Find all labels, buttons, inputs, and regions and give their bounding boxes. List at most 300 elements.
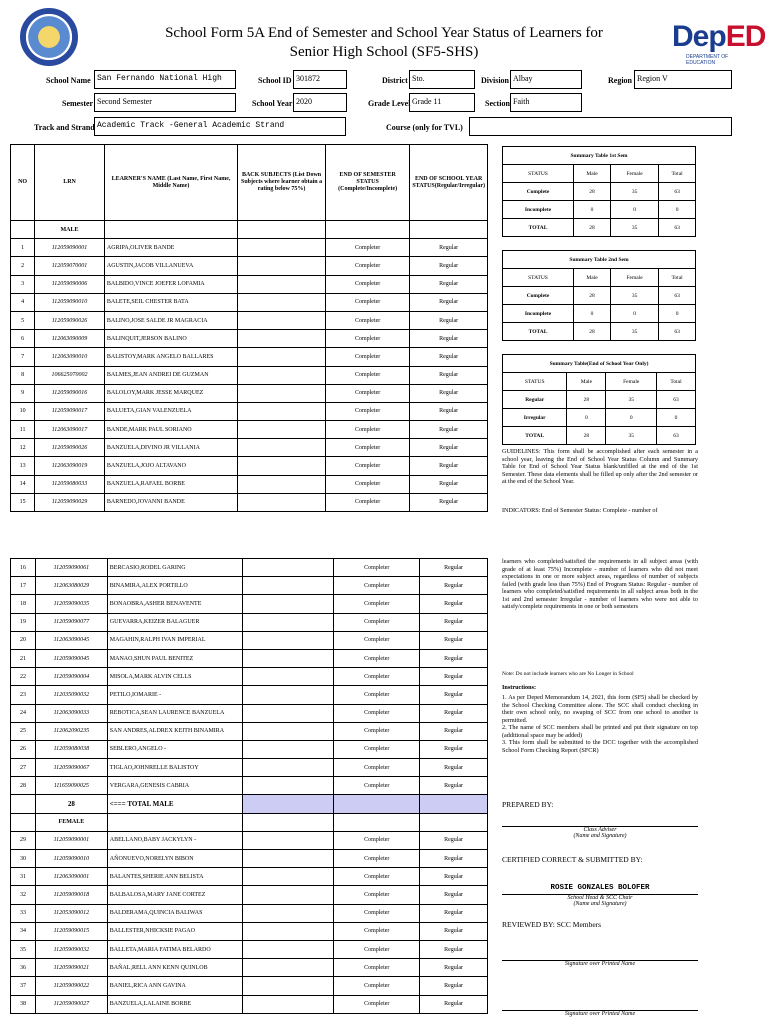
summary-status-cell: TOTAL [503,427,567,445]
col-back-header: BACK SUBJECTS (List Down Subjects where learner obtain a rating below 75%) [238,145,326,221]
school-year-status-cell: Regular [410,330,488,348]
table-row [11,595,488,613]
semester-status-cell: Completer [334,995,420,1013]
semester-status-cell: Completer [325,457,409,475]
semester-status-cell: Completer [334,631,420,649]
summary-status-cell: TOTAL [503,219,574,237]
summary-row [503,323,696,341]
summary-status-cell: Irregular [503,409,567,427]
semester-status-cell: Completer [325,402,409,420]
back-subjects-cell [238,366,326,384]
summary-status-cell: Incomplete [503,305,574,323]
semester-status-cell: Completer [334,904,420,922]
school-head-name: ROSIE GONZALES BOLOFER [550,884,650,892]
lrn-cell: 112059070001 [35,257,105,275]
table-row [11,293,488,311]
school-year-status-cell: Regular [420,704,488,722]
table-row [11,366,488,384]
row-number: 1 [11,239,35,257]
school-year-status-cell: Regular [420,613,488,631]
back-subjects-cell [242,686,334,704]
school-year-status-cell: Regular [420,886,488,904]
lrn-cell: 112059090010 [35,850,107,868]
lrn-cell: 112059090001 [35,239,105,257]
summary-value-cell: 0 [659,201,696,219]
row-number: 3 [11,275,35,293]
summary-row [503,287,696,305]
summary-value-cell: 35 [606,391,657,409]
lrn-cell: 112063090019 [35,457,105,475]
school-year-status-cell: Regular [420,649,488,667]
summary-col-header: Total [659,165,696,183]
school-year-status-cell: Regular [410,348,488,366]
back-subjects-cell [242,977,334,995]
learner-name-cell: BONAOBRA,ASHER BENAVENTE [107,595,242,613]
row-number: 35 [11,940,36,958]
lrn-cell: 112059090027 [35,995,107,1013]
learner-name-cell: SAN ANDRES,ALDREX KEITH BINAMIRA [107,722,242,740]
back-subjects-cell [238,275,326,293]
row-number: 18 [11,595,36,613]
learner-name-cell: BALLESTER,NHICKSIE PAGAO [107,922,242,940]
back-subjects-cell [242,850,334,868]
learner-name-cell: BINAMIRA,ALEX PORTILLO [107,577,242,595]
col-no-header: NO [11,145,35,221]
summary-col-header: Female [611,269,659,287]
summary-col-header: Female [611,165,659,183]
learner-name-cell: BALDERAMA,QUINCIA BALIWAS [107,904,242,922]
school-year-status-cell: Regular [420,959,488,977]
summary-value-cell: 63 [659,323,696,341]
lrn-cell: 112059090035 [35,595,107,613]
learner-table-top [10,144,488,512]
semester-field[interactable]: Second Semester [94,93,236,112]
back-subjects-cell [242,995,334,1013]
back-subjects-cell [238,239,326,257]
table-row [11,457,488,475]
school-year-status-cell: Regular [420,940,488,958]
back-subjects-cell [242,595,334,613]
row-number: 10 [11,402,35,420]
school-year-status-cell: Regular [420,577,488,595]
semester-status-cell: Completer [334,868,420,886]
semester-status-cell: Completer [325,384,409,402]
course-field[interactable] [469,117,732,136]
row-number: 26 [11,740,36,758]
summary-value-cell: 63 [657,427,696,445]
summary-row [503,219,696,237]
table-row [11,421,488,439]
region-field[interactable]: Region V [634,70,732,89]
semester-status-cell: Completer [325,257,409,275]
summary-col-header: STATUS [503,165,574,183]
semester-status-cell: Completer [334,959,420,977]
row-number: 38 [11,995,36,1013]
table-row [11,922,488,940]
learner-name-cell: BANZUELA,DIVINO JR VILLANIA [104,439,237,457]
row-number: 32 [11,886,36,904]
indicators-heading-cut: INDICATORS: End of Semester Status: Complete - number of [502,507,658,514]
lrn-cell: 112059090067 [35,759,107,777]
lrn-cell: 112059090018 [35,886,107,904]
back-subjects-cell [238,384,326,402]
semester-status-cell: Completer [325,475,409,493]
school-id-field[interactable]: 301872 [293,70,347,89]
row-number: 9 [11,384,35,402]
division-field[interactable]: Albay [510,70,582,89]
male-label: MALE [35,221,105,239]
school-year-status-cell: Regular [420,759,488,777]
semester-status-cell: Completer [334,613,420,631]
table-row [11,868,488,886]
row-number: 21 [11,649,36,667]
school-year-status-cell: Regular [410,293,488,311]
back-subjects-cell [242,649,334,667]
semester-status-cell: Completer [325,421,409,439]
summary-value-cell: 28 [567,391,606,409]
summary-row [503,183,696,201]
back-subjects-cell [242,613,334,631]
lrn-cell: 112059090077 [35,613,107,631]
section-label: Section [485,99,510,108]
summary-row [503,305,696,323]
table-row [11,613,488,631]
summary-col-header: STATUS [503,269,574,287]
table-row [11,977,488,995]
row-number: 6 [11,330,35,348]
row-number: 37 [11,977,36,995]
table-row [11,384,488,402]
learner-name-cell: BANZUELA,JOJO ALTAVANO [104,457,237,475]
summary-value-cell: 35 [606,427,657,445]
table-row [11,257,488,275]
region-label: Region [608,76,632,85]
summary-col-header: Male [574,165,611,183]
school-name-label: School Name [46,76,91,85]
summary-value-cell: 35 [611,219,659,237]
school-head-caption: School Head & SCC Chair (Name and Signature) [567,895,633,907]
learner-name-cell: AÑONUEVO,NORELYN BIBON [107,850,242,868]
summary-row [503,427,696,445]
track-label: Track and Strand [34,123,95,132]
summary-value-cell: 63 [657,391,696,409]
learner-name-cell: BAÑAL,RELL ANN KENN QUINLOB [107,959,242,977]
table-row [11,239,488,257]
scc-caption-2: Signature over Printed Name [564,1011,636,1017]
reviewed-by-label: REVIEWED BY: SCC Members [502,920,602,929]
table-row [11,850,488,868]
track-field[interactable]: Academic Track -General Academic Strand [94,117,346,136]
summary-status-cell: Incomplete [503,201,574,219]
back-subjects-cell [242,831,334,849]
semester-status-cell: Completer [325,239,409,257]
learner-name-cell: MISOLA,MARK ALVIN CELLS [107,668,242,686]
semester-status-cell: Completer [325,275,409,293]
row-number: 2 [11,257,35,275]
school-year-status-cell: Regular [410,275,488,293]
lrn-cell: 111659090025 [35,777,107,795]
table-row [11,311,488,329]
summary-col-header: STATUS [503,373,567,391]
learner-name-cell: BALINQUIT,JERSON BALINO [104,330,237,348]
back-subjects-cell [242,740,334,758]
page-break [0,516,768,556]
semester-label: Semester [62,99,94,108]
row-number: 36 [11,959,36,977]
semester-status-cell: Completer [334,940,420,958]
learner-name-cell: BARNEDO,JOVANNI BANDE [104,493,237,511]
summary-value-cell: 35 [611,183,659,201]
lrn-cell: 112059090010 [35,293,105,311]
back-subjects-cell [242,631,334,649]
semester-status-cell: Completer [325,493,409,511]
school-year-status-cell: Regular [410,366,488,384]
lrn-cell: 112059080038 [35,740,107,758]
lrn-cell: 112059090026 [35,439,105,457]
summary-value-cell: 0 [574,305,611,323]
table-row [11,475,488,493]
table-row [11,275,488,293]
learner-name-cell: BANZUELA,RAFAEL BORBE [104,475,237,493]
school-year-status-cell: Regular [410,457,488,475]
back-subjects-cell [238,330,326,348]
learner-name-cell: AGRIPA,OLIVER BANDE [104,239,237,257]
back-subjects-cell [242,940,334,958]
lrn-cell: 112059090017 [35,402,105,420]
school-year-status-cell: Regular [420,631,488,649]
row-number: 7 [11,348,35,366]
learner-name-cell: BALINO,JOSE SALDE JR MAGRACIA [104,311,237,329]
school-year-status-cell: Regular [410,493,488,511]
row-number: 12 [11,439,35,457]
semester-status-cell: Completer [334,686,420,704]
instructions-text: 1. As per Deped Memorandum 14, 2021, this form (SF5) shall be checked by the School Checking Committee alone. The SCC shall conduct checking in their own school only, no swaping of SCC from one school to another is permitted. 2. The name of SCC members shall be printed and put their signature on top (additional space may be added) 3. This form shall be submitted to the DCC together with the accomplished School Form Checking Report (SFCR) [502,694,698,754]
summary-value-cell: 0 [611,305,659,323]
learner-table-bottom [10,558,488,1014]
lrn-cell: 112059090045 [35,649,107,667]
row-number: 24 [11,704,36,722]
district-label: District [382,76,408,85]
col-sem-status-header: END OF SEMESTER STATUS (Complete/Incomplete) [325,145,409,221]
female-label: FEMALE [35,813,107,831]
summary-status-cell: Complete [503,183,574,201]
summary-value-cell: 0 [657,409,696,427]
learner-name-cell: BALISTOY,MARK ANGELO BALLARES [104,348,237,366]
school-year-status-cell: Regular [410,311,488,329]
back-subjects-cell [238,311,326,329]
learner-name-cell: BALBALOSA,MARY JANE CORTEZ [107,886,242,904]
learner-name-cell: BALANTES,SHERIE ANN BELISTA [107,868,242,886]
lrn-cell: 112063090045 [35,631,107,649]
table-row [11,402,488,420]
school-year-status-cell: Regular [410,439,488,457]
learner-name-cell: BALLETA,MARIA FATIMA BELARDO [107,940,242,958]
row-number: 16 [11,559,36,577]
table-row [11,493,488,511]
summary-title: Summary Table 1st Sem [503,147,696,165]
semester-status-cell: Completer [325,311,409,329]
back-subjects-cell [238,439,326,457]
lrn-cell: 112063080029 [35,577,107,595]
back-subjects-cell [238,402,326,420]
grade-level-field[interactable]: Grade 11 [409,93,475,112]
district-field[interactable]: Sto. [409,70,475,89]
summary-value-cell: 0 [611,201,659,219]
indicators-text: learners who completed/satisfied the requirements in all subject areas (with grade of at least 75%) Incomplete - number of learners who did not meet expectations in one or more subject areas, regardless of number of subjects failed (with grade less than 75%) End of Program Status: Regular - number of learners who completed/satisfied requirements in all subject areas both in the 1st and 2nd semester Irregular - number of learners who were not able to satisfy/complete requirements in one or both semesters [502,558,698,610]
summary-col-header: Total [659,269,696,287]
school-year-status-cell: Regular [420,559,488,577]
lrn-cell: 112059090015 [35,922,107,940]
row-number: 4 [11,293,35,311]
learner-name-cell: PETILO,IOMARIE - [107,686,242,704]
learner-name-cell: TIGLAO,JOHNRELLE BALISTOY [107,759,242,777]
summary-row [503,409,696,427]
school-year-status-cell: Regular [420,904,488,922]
summary-value-cell: 0 [567,409,606,427]
summary-value-cell: 35 [611,287,659,305]
summary-status-cell: Complete [503,287,574,305]
class-adviser-caption: Class Adviser (Name and Signature) [573,827,627,839]
summary-col-header: Female [606,373,657,391]
semester-status-cell: Completer [334,977,420,995]
lrn-cell: 112059090006 [35,275,105,293]
table-row [11,631,488,649]
school-year-status-cell: Regular [420,922,488,940]
summary-table-end-sy [502,354,696,445]
learner-name-cell: VERGARA,GENESIS CABRIA [107,777,242,795]
prepared-by-label: PREPARED BY: [502,800,554,809]
lrn-cell: 112063090001 [35,868,107,886]
summary-col-header: Total [657,373,696,391]
total-male-count: 28 [35,795,107,813]
summary-value-cell: 63 [659,287,696,305]
summary-value-cell: 63 [659,183,696,201]
table-row [11,330,488,348]
learner-name-cell: AGUSTIN,JACOB VILLANUEVA [104,257,237,275]
back-subjects-cell [242,722,334,740]
table-row [11,904,488,922]
division-label: Division [481,76,510,85]
total-male-label: <=== TOTAL MALE [107,795,242,813]
summary-table-1st-sem [502,146,696,237]
female-section-row [11,813,488,831]
semester-status-cell: Completer [325,330,409,348]
col-name-header: LEARNER'S NAME (Last Name, First Name, Middle Name) [104,145,237,221]
row-number: 13 [11,457,35,475]
learner-name-cell: BANIEL,RICA ANN GAVINA [107,977,242,995]
summary-row [503,391,696,409]
table-row [11,777,488,795]
male-section-row [11,221,488,239]
learner-name-cell: BERCASIO,RODEL GARING [107,559,242,577]
row-number: 30 [11,850,36,868]
summary-value-cell: 0 [574,201,611,219]
school-year-status-cell: Regular [410,402,488,420]
lrn-cell: 112063090017 [35,421,105,439]
section-field[interactable]: Faith [510,93,582,112]
row-number: 8 [11,366,35,384]
lrn-cell: 112063090033 [35,704,107,722]
school-year-status-cell: Regular [420,595,488,613]
row-number: 34 [11,922,36,940]
table-row [11,886,488,904]
lrn-cell: 112053090012 [35,904,107,922]
learner-name-cell: REBOTICA,SEAN LAURENCE BANZUELA [107,704,242,722]
learner-name-cell: GUEVARRA,KEIZER BALAGUER [107,613,242,631]
learner-name-cell: ABELLANO,BABY JACKYLYN - [107,831,242,849]
learner-name-cell: MAGAHIN,RALPH IVAN IMPERIAL [107,631,242,649]
semester-status-cell: Completer [334,722,420,740]
table-row [11,649,488,667]
school-name-field[interactable]: San Fernando National High [94,70,236,89]
lrn-cell: 112059090001 [35,831,107,849]
instructions-title: Instructions: [502,684,537,691]
school-year-status-cell: Regular [420,850,488,868]
col-sy-status-header: END OF SCHOOL YEAR STATUS(Regular/Irregular) [410,145,488,221]
table-row [11,831,488,849]
table-row [11,686,488,704]
back-subjects-cell [242,904,334,922]
table-row [11,668,488,686]
learner-name-cell: BALBIDO,VINCE JOEFER LOFAMIA [104,275,237,293]
semester-status-cell: Completer [334,922,420,940]
semester-status-cell: Completer [334,831,420,849]
table-row [11,577,488,595]
learner-name-cell: BANZUELA,LALAINE BORBE [107,995,242,1013]
semester-status-cell: Completer [334,886,420,904]
semester-status-cell: Completer [325,293,409,311]
certified-label: CERTIFIED CORRECT & SUBMITTED BY: [502,855,643,864]
row-number: 31 [11,868,36,886]
row-number: 29 [11,831,36,849]
semester-status-cell: Completer [334,595,420,613]
row-number: 33 [11,904,36,922]
school-year-status-cell: Regular [420,740,488,758]
summary-value-cell: 0 [659,305,696,323]
back-subjects-cell [242,868,334,886]
school-year-status-cell: Regular [410,257,488,275]
back-subjects-cell [238,475,326,493]
school-year-status-cell: Regular [420,995,488,1013]
learner-name-cell: BALETE,SEIL CHESTER BATA [104,293,237,311]
semester-status-cell: Completer [334,777,420,795]
summary-value-cell: 28 [574,287,611,305]
lrn-cell: 112059090032 [35,940,107,958]
row-number: 19 [11,613,36,631]
semester-status-cell: Completer [334,577,420,595]
semester-status-cell: Completer [325,348,409,366]
total-male-row [11,795,488,813]
page-title: School Form 5A End of Semester and School Year Status of Learners for Senior High School (SF5-SHS) [165,25,603,60]
row-number: 27 [11,759,36,777]
school-year-status-cell: Regular [420,722,488,740]
summary-title: Summary Table 2nd Sem [503,251,696,269]
learner-name-cell: BALOLOY,MARK JESSE MARQUEZ [104,384,237,402]
summary-value-cell: 28 [567,427,606,445]
row-number: 14 [11,475,35,493]
school-year-status-cell: Regular [410,475,488,493]
lrn-cell: 112059090029 [35,493,105,511]
school-year-status-cell: Regular [420,777,488,795]
table-row [11,959,488,977]
table-row [11,439,488,457]
semester-status-cell: Completer [334,704,420,722]
row-number: 22 [11,668,36,686]
note-text: Note: Do not include learners who are No Longer in School [502,671,634,677]
school-year-field[interactable]: 2020 [293,93,347,112]
guidelines-text: GUIDELINES: This form shall be accomplished after each semester in a school year, leaving the End of School Year Status Column and Summary Table for End of School Year Status blank/unfilled at the end of the 1st Semester. These data elements shall be filled up only after the 2nd semester or at the end of the School Year. [502,448,698,485]
table-row [11,559,488,577]
